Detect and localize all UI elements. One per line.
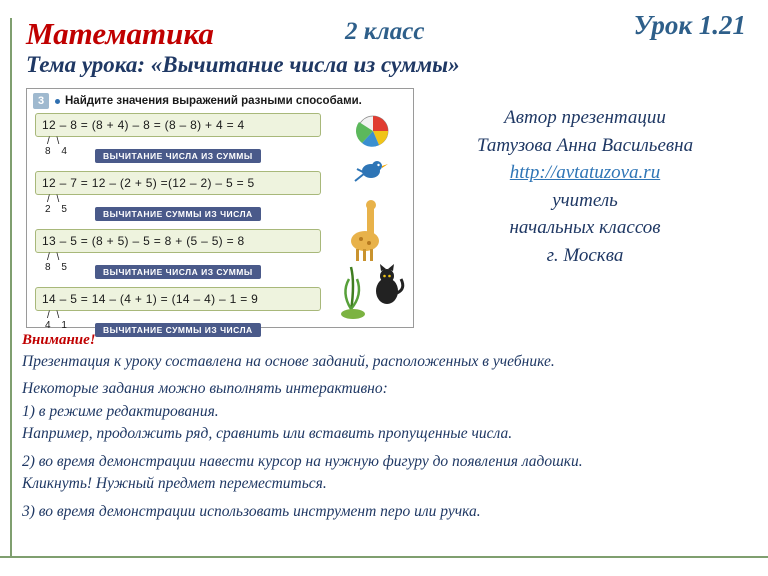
- bird-icon: [355, 161, 388, 181]
- author-site-link[interactable]: http://avtatuzova.ru: [509, 162, 661, 184]
- artwork-column: [343, 111, 413, 326]
- method-tag: ВЫЧИТАНИЕ СУММЫ ИЗ ЧИСЛА: [95, 323, 261, 337]
- author-role-detail: начальных классов: [509, 217, 661, 239]
- lesson-number: Урок 1.21: [633, 10, 746, 40]
- method-tag: ВЫЧИТАНИЕ СУММЫ ИЗ ЧИСЛА: [95, 207, 261, 221]
- expression-text: 12 – 8 = (8 + 4) – 8 = (8 – 8) + 4 = 4: [35, 113, 321, 137]
- grade-label: 2 класс: [345, 18, 425, 45]
- expression-text: 12 – 7 = 12 – (2 + 5) =(12 – 2) – 5 = 5: [35, 171, 321, 195]
- branch-numbers: 2 5: [45, 204, 71, 215]
- notes-line: Кликнуть! Нужный предмет переместиться.: [22, 475, 327, 493]
- author-name: Татузова Анна Васильевна: [476, 134, 694, 156]
- bottom-divider: [0, 556, 768, 558]
- notes-line: 1) в режиме редактирования.: [22, 402, 219, 420]
- author-role: учитель: [552, 189, 618, 211]
- notes-line: 2) во время демонстрации навести курсор на нужную фигуру до появления ладошки.: [22, 452, 583, 470]
- left-divider: [10, 18, 12, 558]
- exercise-instruction: Найдите значения выражений разными способами.: [65, 95, 362, 107]
- exercise-row: [35, 171, 345, 219]
- cat-icon: [376, 264, 403, 304]
- exercise-card: [26, 88, 414, 335]
- exercise-rows: [27, 111, 345, 335]
- branch-legs: / \: [47, 194, 62, 205]
- exercise-number: 3: [33, 93, 49, 109]
- slide-header: [0, 0, 768, 86]
- exercise-row: [35, 113, 345, 161]
- beach-ball-icon: [356, 116, 388, 147]
- branch-numbers: 4 1: [45, 320, 71, 331]
- branch-numbers: 8 4: [45, 146, 71, 157]
- author-block: [420, 104, 750, 269]
- exercise-heading: [27, 89, 413, 111]
- exercise-row: [35, 287, 345, 335]
- author-city: г. Москва: [546, 244, 624, 266]
- branch-legs: / \: [47, 252, 62, 263]
- branch-legs: / \: [47, 310, 62, 321]
- author-label: Автор презентации: [504, 107, 666, 128]
- subject-title: Математика: [26, 16, 214, 51]
- giraffe-icon: [351, 200, 379, 261]
- branch-legs: / \: [47, 136, 62, 147]
- method-tag: ВЫЧИТАНИЕ ЧИСЛА ИЗ СУММЫ: [95, 265, 261, 279]
- expression-text: 13 – 5 = (8 + 5) – 5 = 8 + (5 – 5) = 8: [35, 229, 321, 253]
- notes-line: Например, продолжить ряд, сравнить или вставить пропущенные числа.: [22, 425, 513, 443]
- lesson-theme: Тема урока: «Вычитание числа из суммы»: [26, 52, 460, 77]
- bullet-icon: [55, 99, 60, 104]
- artwork-svg: [343, 111, 413, 326]
- method-tag: ВЫЧИТАНИЕ ЧИСЛА ИЗ СУММЫ: [95, 149, 261, 163]
- plant-icon: [341, 267, 365, 319]
- expression-text: 14 – 5 = 14 – (4 + 1) = (14 – 4) – 1 = 9: [35, 287, 321, 311]
- notes-line: 3) во время демонстрации использовать инструмент перо или ручка.: [22, 502, 481, 520]
- notes-block: [22, 332, 732, 524]
- notes-line: Презентация к уроку составлена на основе заданий, расположенных в учебнике.: [22, 353, 555, 370]
- notes-warning: Внимание!: [22, 332, 96, 348]
- exercise-row: [35, 229, 345, 277]
- notes-line: Некоторые задания можно выполнять интерактивно:: [22, 380, 388, 398]
- branch-numbers: 8 5: [45, 262, 71, 273]
